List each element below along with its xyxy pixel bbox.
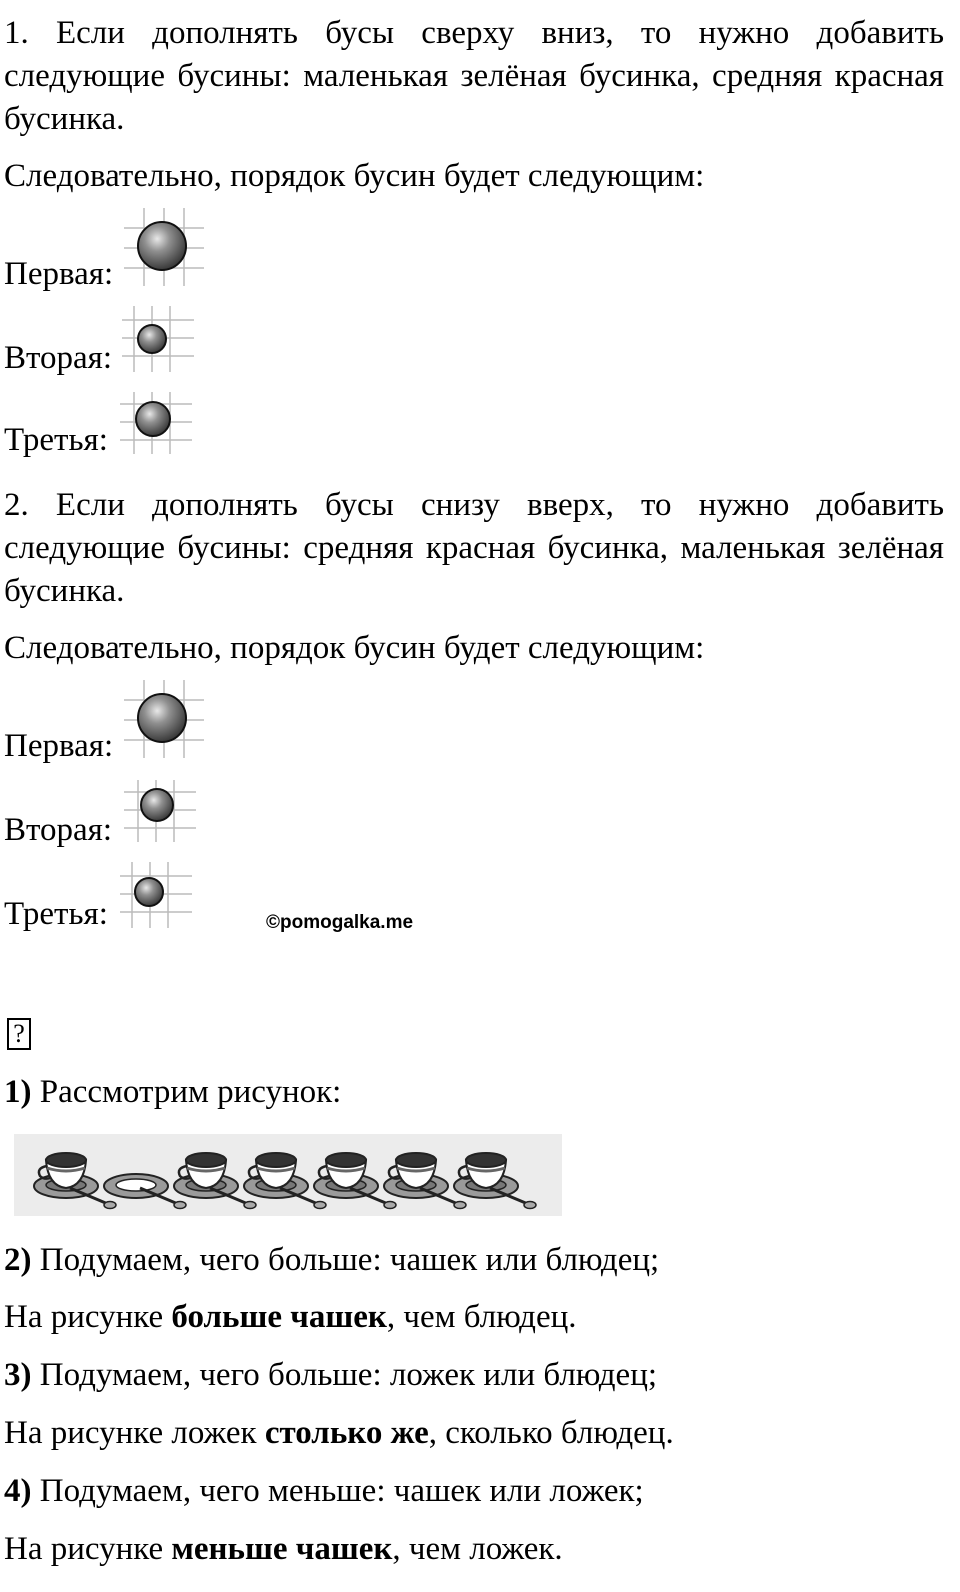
step-4-text: Подумаем, чего меньше: чашек или ложек; xyxy=(31,1473,644,1509)
saucer-icon xyxy=(104,1174,186,1209)
step-2-answer-pre: На рисунке xyxy=(4,1299,172,1335)
cup-icon xyxy=(454,1153,536,1209)
step-3-answer-post: , сколько блюдец. xyxy=(428,1415,674,1451)
section1-conclusion: Следовательно, порядок бусин будет следующим: xyxy=(4,158,705,194)
watermark: ©pomogalka.me xyxy=(266,912,414,933)
cup-icon xyxy=(314,1153,396,1209)
step-2-text: Подумаем, чего больше: чашек или блюдец; xyxy=(31,1242,660,1278)
section2-bead-label-2: Вторая: xyxy=(4,812,112,848)
section1-bead-label-3: Третья: xyxy=(4,422,108,458)
step-4-answer-pre: На рисунке xyxy=(4,1531,172,1567)
step-1-text: Рассмотрим рисунок: xyxy=(31,1074,342,1110)
step-2-answer-post: , чем блюдец. xyxy=(386,1299,577,1335)
step-2-answer xyxy=(4,1297,577,1337)
step-4 xyxy=(4,1471,644,1511)
bead-small-icon xyxy=(120,862,192,928)
section2-bead-label-3: Третья: xyxy=(4,896,108,932)
step-1-number: 1) xyxy=(4,1074,32,1110)
bead-medium-icon xyxy=(120,392,192,454)
bead-small-icon xyxy=(122,306,194,372)
cups-picture xyxy=(14,1134,562,1216)
section1-intro: 1. Если дополнять бусы сверху вниз, то нужно добавить следующие бусины: маленькая зелёная бусинка, средняя красная бусинка. xyxy=(4,15,944,137)
bead-large-icon xyxy=(124,680,204,758)
step-4-answer-bold: меньше чашек xyxy=(171,1531,393,1567)
step-3-text: Подумаем, чего больше: ложек или блюдец; xyxy=(31,1357,658,1393)
step-4-answer-post: , чем ложек. xyxy=(392,1531,563,1567)
step-4-answer xyxy=(4,1529,563,1569)
section2-intro: 2. Если дополнять бусы снизу вверх, то нужно добавить следующие бусины: средняя красная бусинка, маленькая зелёная бусинка. xyxy=(4,487,944,609)
step-3 xyxy=(4,1355,657,1395)
cup-icon xyxy=(174,1153,256,1209)
section1-bead-label-2: Вторая: xyxy=(4,340,112,376)
bead-large-icon xyxy=(124,208,204,286)
step-2-number: 2) xyxy=(4,1242,32,1278)
step-2 xyxy=(4,1240,659,1280)
step-2-answer-bold: больше чашек xyxy=(171,1299,387,1335)
step-3-number: 3) xyxy=(4,1357,32,1393)
section1-bead-label-1: Первая: xyxy=(4,256,114,292)
cup-icon xyxy=(384,1153,466,1209)
question-mark-box: ? xyxy=(7,1018,31,1050)
cup-icon xyxy=(34,1153,116,1209)
cup-icon xyxy=(244,1153,326,1209)
step-3-answer xyxy=(4,1413,674,1453)
bead-medium-icon xyxy=(124,780,196,842)
step-3-answer-pre: На рисунке ложек xyxy=(4,1415,265,1451)
cups-and-saucers-illustration xyxy=(14,1134,562,1216)
step-1 xyxy=(4,1072,341,1112)
step-4-number: 4) xyxy=(4,1473,32,1509)
step-3-answer-bold: столько же xyxy=(264,1415,429,1451)
section2-conclusion: Следовательно, порядок бусин будет следующим: xyxy=(4,630,705,666)
section2-bead-label-1: Первая: xyxy=(4,728,114,764)
